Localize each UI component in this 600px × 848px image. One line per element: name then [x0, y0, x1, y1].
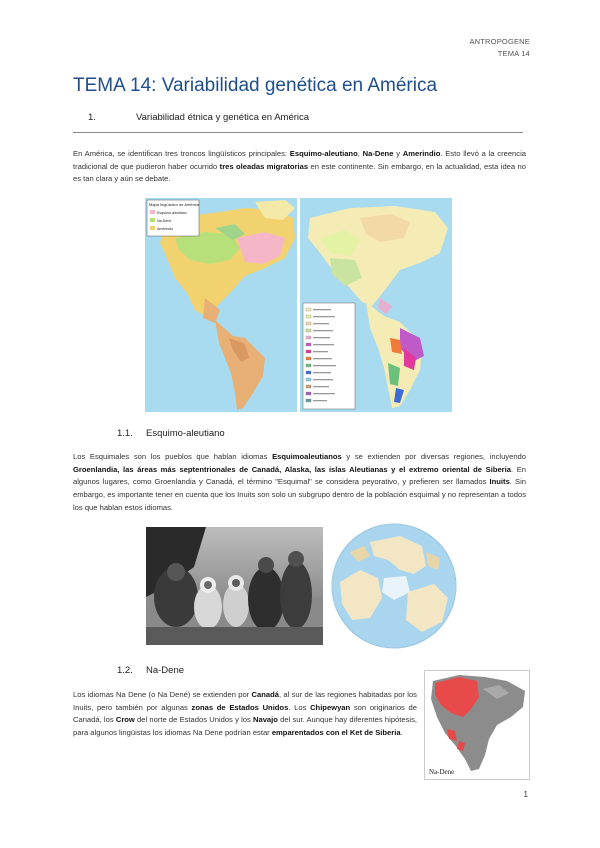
- na-dene-map: [424, 670, 530, 780]
- title-prefix: TEMA 14: [73, 75, 152, 96]
- map-legend-item: Na-Dene: [157, 219, 172, 223]
- section-1-number: 1.: [88, 112, 96, 123]
- section-1-heading: Variabilidad étnica y genética en América: [136, 112, 310, 123]
- page-number: 1: [523, 790, 528, 799]
- header-topic: TEMA 14: [497, 49, 530, 58]
- page-title: [73, 75, 437, 97]
- header-course: ANTROPOGENE: [469, 37, 530, 46]
- america-indigenous-languages-map: [300, 198, 452, 412]
- na-dene-map-label: Na-Dene: [429, 768, 455, 776]
- title-rest: : Variabilidad genética en América: [151, 75, 438, 96]
- map-legend-title: Mapa lingüístico de América: [149, 202, 200, 207]
- map-legend-item: Amerindio: [157, 227, 174, 231]
- paragraph-intro: En América, se identifican tres troncos lingüísticos principales: Esquimo-aleutiano, Na-Dene y Amerindio. Esto llevó a la creencia tradicional de que pudieron haber ocurrido tres oleadas migratorias en este continente. Sin embargo, en la actualidad, esta idea no es tan clara y aún se debate.: [73, 149, 526, 184]
- arctic-globe-map: [330, 522, 458, 650]
- america-language-map: [145, 198, 297, 412]
- section-1-2-heading: Na-Dene: [146, 665, 185, 676]
- inuit-family-photo: [146, 527, 323, 645]
- map-legend-item: Esquimo-aleutiano: [157, 211, 187, 215]
- section-1-1-number: 1.1.: [117, 428, 133, 439]
- section-1-2-number: 1.2.: [117, 665, 133, 676]
- paragraph-eskimo-aleut: Los Esquimales son los pueblos que hablan idiomas Esquimoaleutianos y se extienden por diversas regiones, incluyendo Groenlandia, las áreas más septentrionales de Canadá, Alaska, las islas Aleutianas y el extremo oriental de Siberia. En algunos lugares, como Groenlandia y Canadá, el término "Esquimal" se considera peyorativo, y prefieren ser llamados Inuits. Sin embargo, es importante tener en cuenta que los Inuits son solo un subgrupo dentro de la población esquimal y no representan a todos los que hablan estos idiomas.: [73, 452, 526, 512]
- section-divider: [73, 132, 523, 133]
- paragraph-na-dene: Los idiomas Na Dene (o Na Dené) se extienden por Canadá, al sur de las regiones habitadas por los Inuits, pero también por algunas zonas de Estados Unidos. Los Chipewyan son originarios de Canadá, los Crow del norte de Estados Unidos y los Navajo del sur. Aunque hay diferentes hipótesis, para algunos lingüistas los idiomas Na Dene podrían estar emparentados con el Ket de Siberia.: [73, 690, 417, 738]
- section-1-1-heading: Esquimo-aleutiano: [146, 428, 225, 439]
